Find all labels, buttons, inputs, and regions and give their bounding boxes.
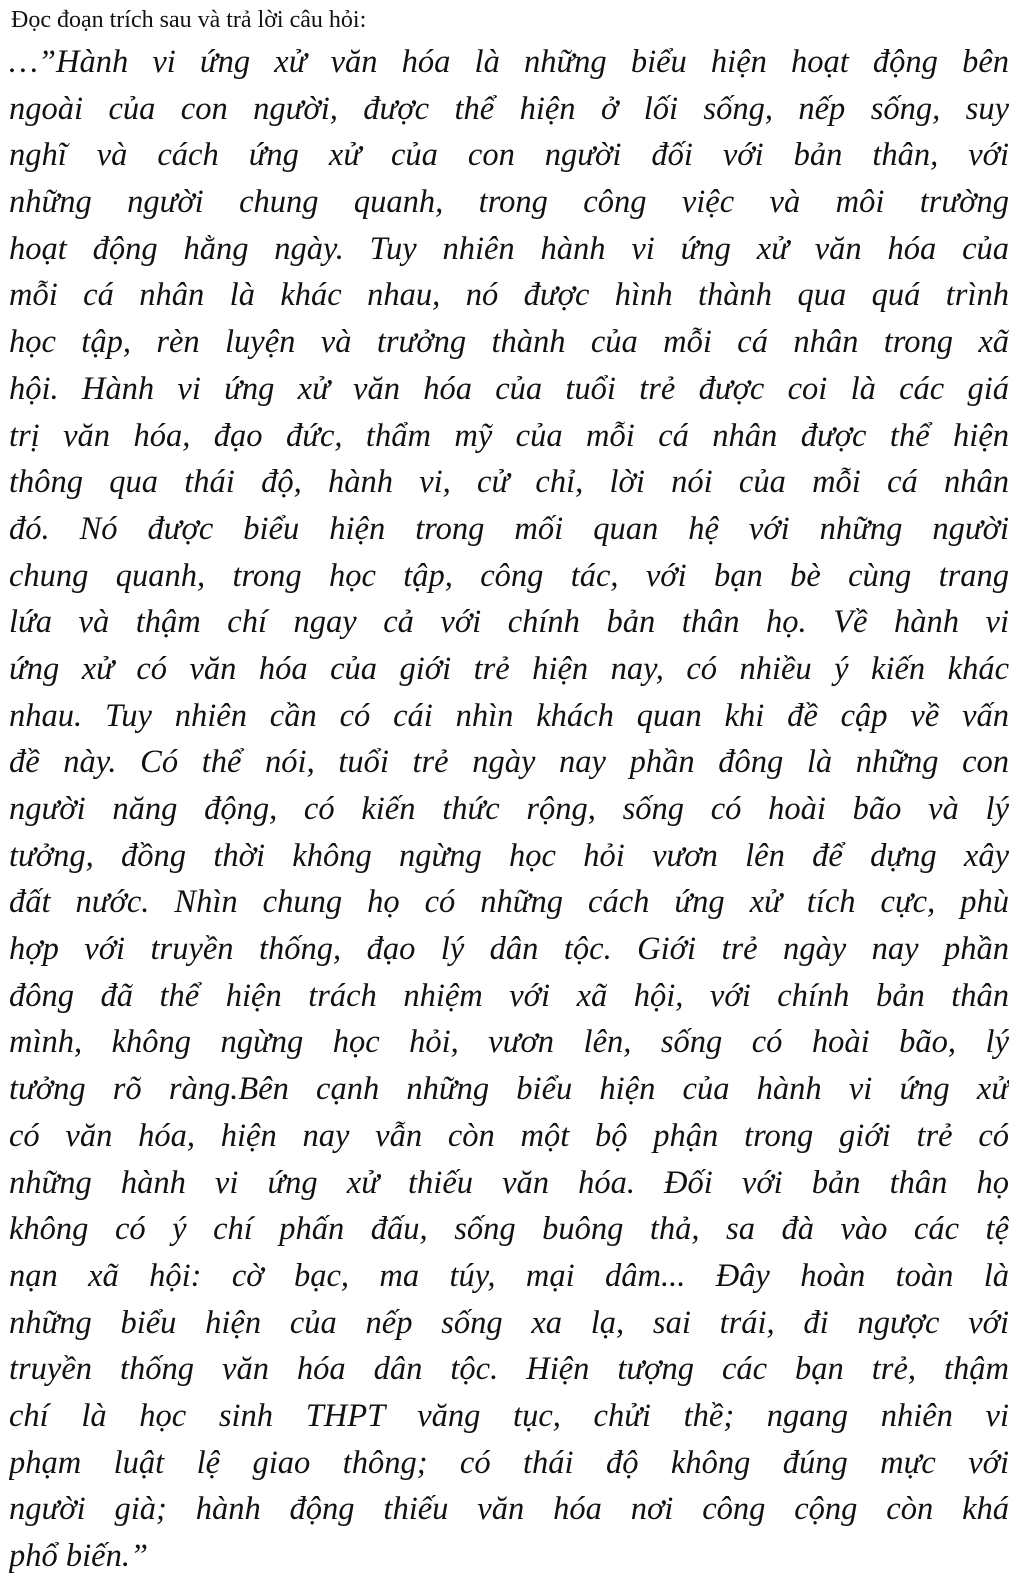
passage-line: nhau. Tuy nhiên cần có cái nhìn khách quan khi đề cập về vấn	[9, 697, 1009, 734]
passage-line: hợp với truyền thống, đạo lý dân tộc. Giới trẻ ngày nay phần	[9, 931, 1009, 968]
passage-line: hoạt động hằng ngày. Tuy nhiên hành vi ứng xử văn hóa của	[9, 230, 1009, 267]
document-page	[9, 0, 1009, 1596]
passage-line: …”Hành vi ứng xử văn hóa là những biểu hiện hoạt động bên	[9, 44, 1009, 80]
passage-line: đông đã thể hiện trách nhiệm với xã hội, với chính bản thân	[9, 977, 1009, 1014]
passage-line: trị văn hóa, đạo đức, thẩm mỹ của mỗi cá nhân được thể hiện	[9, 417, 1009, 454]
passage-line: mỗi cá nhân là khác nhau, nó được hình thành qua quá trình	[9, 277, 1009, 314]
passage-line: người năng động, có kiến thức rộng, sống có hoài bão và lý	[9, 791, 1009, 827]
passage-line: có văn hóa, hiện nay vẫn còn một bộ phận trong giới trẻ có	[9, 1117, 1009, 1154]
instruction-text: Đọc đoạn trích sau và trả lời câu hỏi:	[11, 7, 367, 33]
passage-line: nghĩ và cách ứng xử của con người đối với bản thân, với	[9, 137, 1009, 174]
passage-line: tưởng rõ ràng.Bên cạnh những biểu hiện của hành vi ứng xử	[9, 1071, 1009, 1108]
passage-line: mình, không ngừng học hỏi, vươn lên, sống có hoài bão, lý	[9, 1024, 1009, 1061]
passage-line: người già; hành động thiếu văn hóa nơi công cộng còn khá	[9, 1491, 1009, 1528]
passage-line: học tập, rèn luyện và trưởng thành của mỗi cá nhân trong xã	[9, 324, 1009, 361]
passage-line: phạm luật lệ giao thông; có thái độ không đúng mực với	[9, 1444, 1009, 1481]
passage-line: hội. Hành vi ứng xử văn hóa của tuổi trẻ được coi là các giá	[9, 370, 1009, 407]
passage-line: ngoài của con người, được thể hiện ở lối sống, nếp sống, suy	[9, 90, 1009, 127]
passage-line: ứng xử có văn hóa của giới trẻ hiện nay, có nhiều ý kiến khác	[9, 650, 1009, 687]
passage-line: nạn xã hội: cờ bạc, ma túy, mại dâm... Đây hoàn toàn là	[9, 1257, 1009, 1294]
passage-line: phổ biến.”	[9, 1538, 149, 1574]
passage-excerpt	[9, 39, 1009, 1580]
passage-line: đất nước. Nhìn chung họ có những cách ứng xử tích cực, phù	[9, 884, 1009, 921]
passage-line: những hành vi ứng xử thiếu văn hóa. Đối với bản thân họ	[9, 1164, 1009, 1201]
passage-line: đó. Nó được biểu hiện trong mối quan hệ với những người	[9, 510, 1009, 547]
passage-line: những biểu hiện của nếp sống xa lạ, sai trái, đi ngược với	[9, 1304, 1009, 1341]
passage-line: lứa và thậm chí ngay cả với chính bản thân họ. Về hành vi	[9, 604, 1009, 641]
passage-line: không có ý chí phấn đấu, sống buông thả, sa đà vào các tệ	[9, 1211, 1009, 1248]
passage-line: đề này. Có thể nói, tuổi trẻ ngày nay phần đông là những con	[9, 744, 1009, 781]
passage-line: truyền thống văn hóa dân tộc. Hiện tượng các bạn trẻ, thậm	[9, 1351, 1009, 1388]
passage-line: những người chung quanh, trong công việc và môi trường	[9, 184, 1009, 221]
passage-line: chung quanh, trong học tập, công tác, với bạn bè cùng trang	[9, 557, 1009, 594]
passage-line: thông qua thái độ, hành vi, cử chỉ, lời nói của mỗi cá nhân	[9, 464, 1009, 501]
passage-line: tưởng, đồng thời không ngừng học hỏi vươn lên để dựng xây	[9, 837, 1009, 874]
passage-line: chí là học sinh THPT văng tục, chửi thề; ngang nhiên vi	[9, 1397, 1009, 1434]
